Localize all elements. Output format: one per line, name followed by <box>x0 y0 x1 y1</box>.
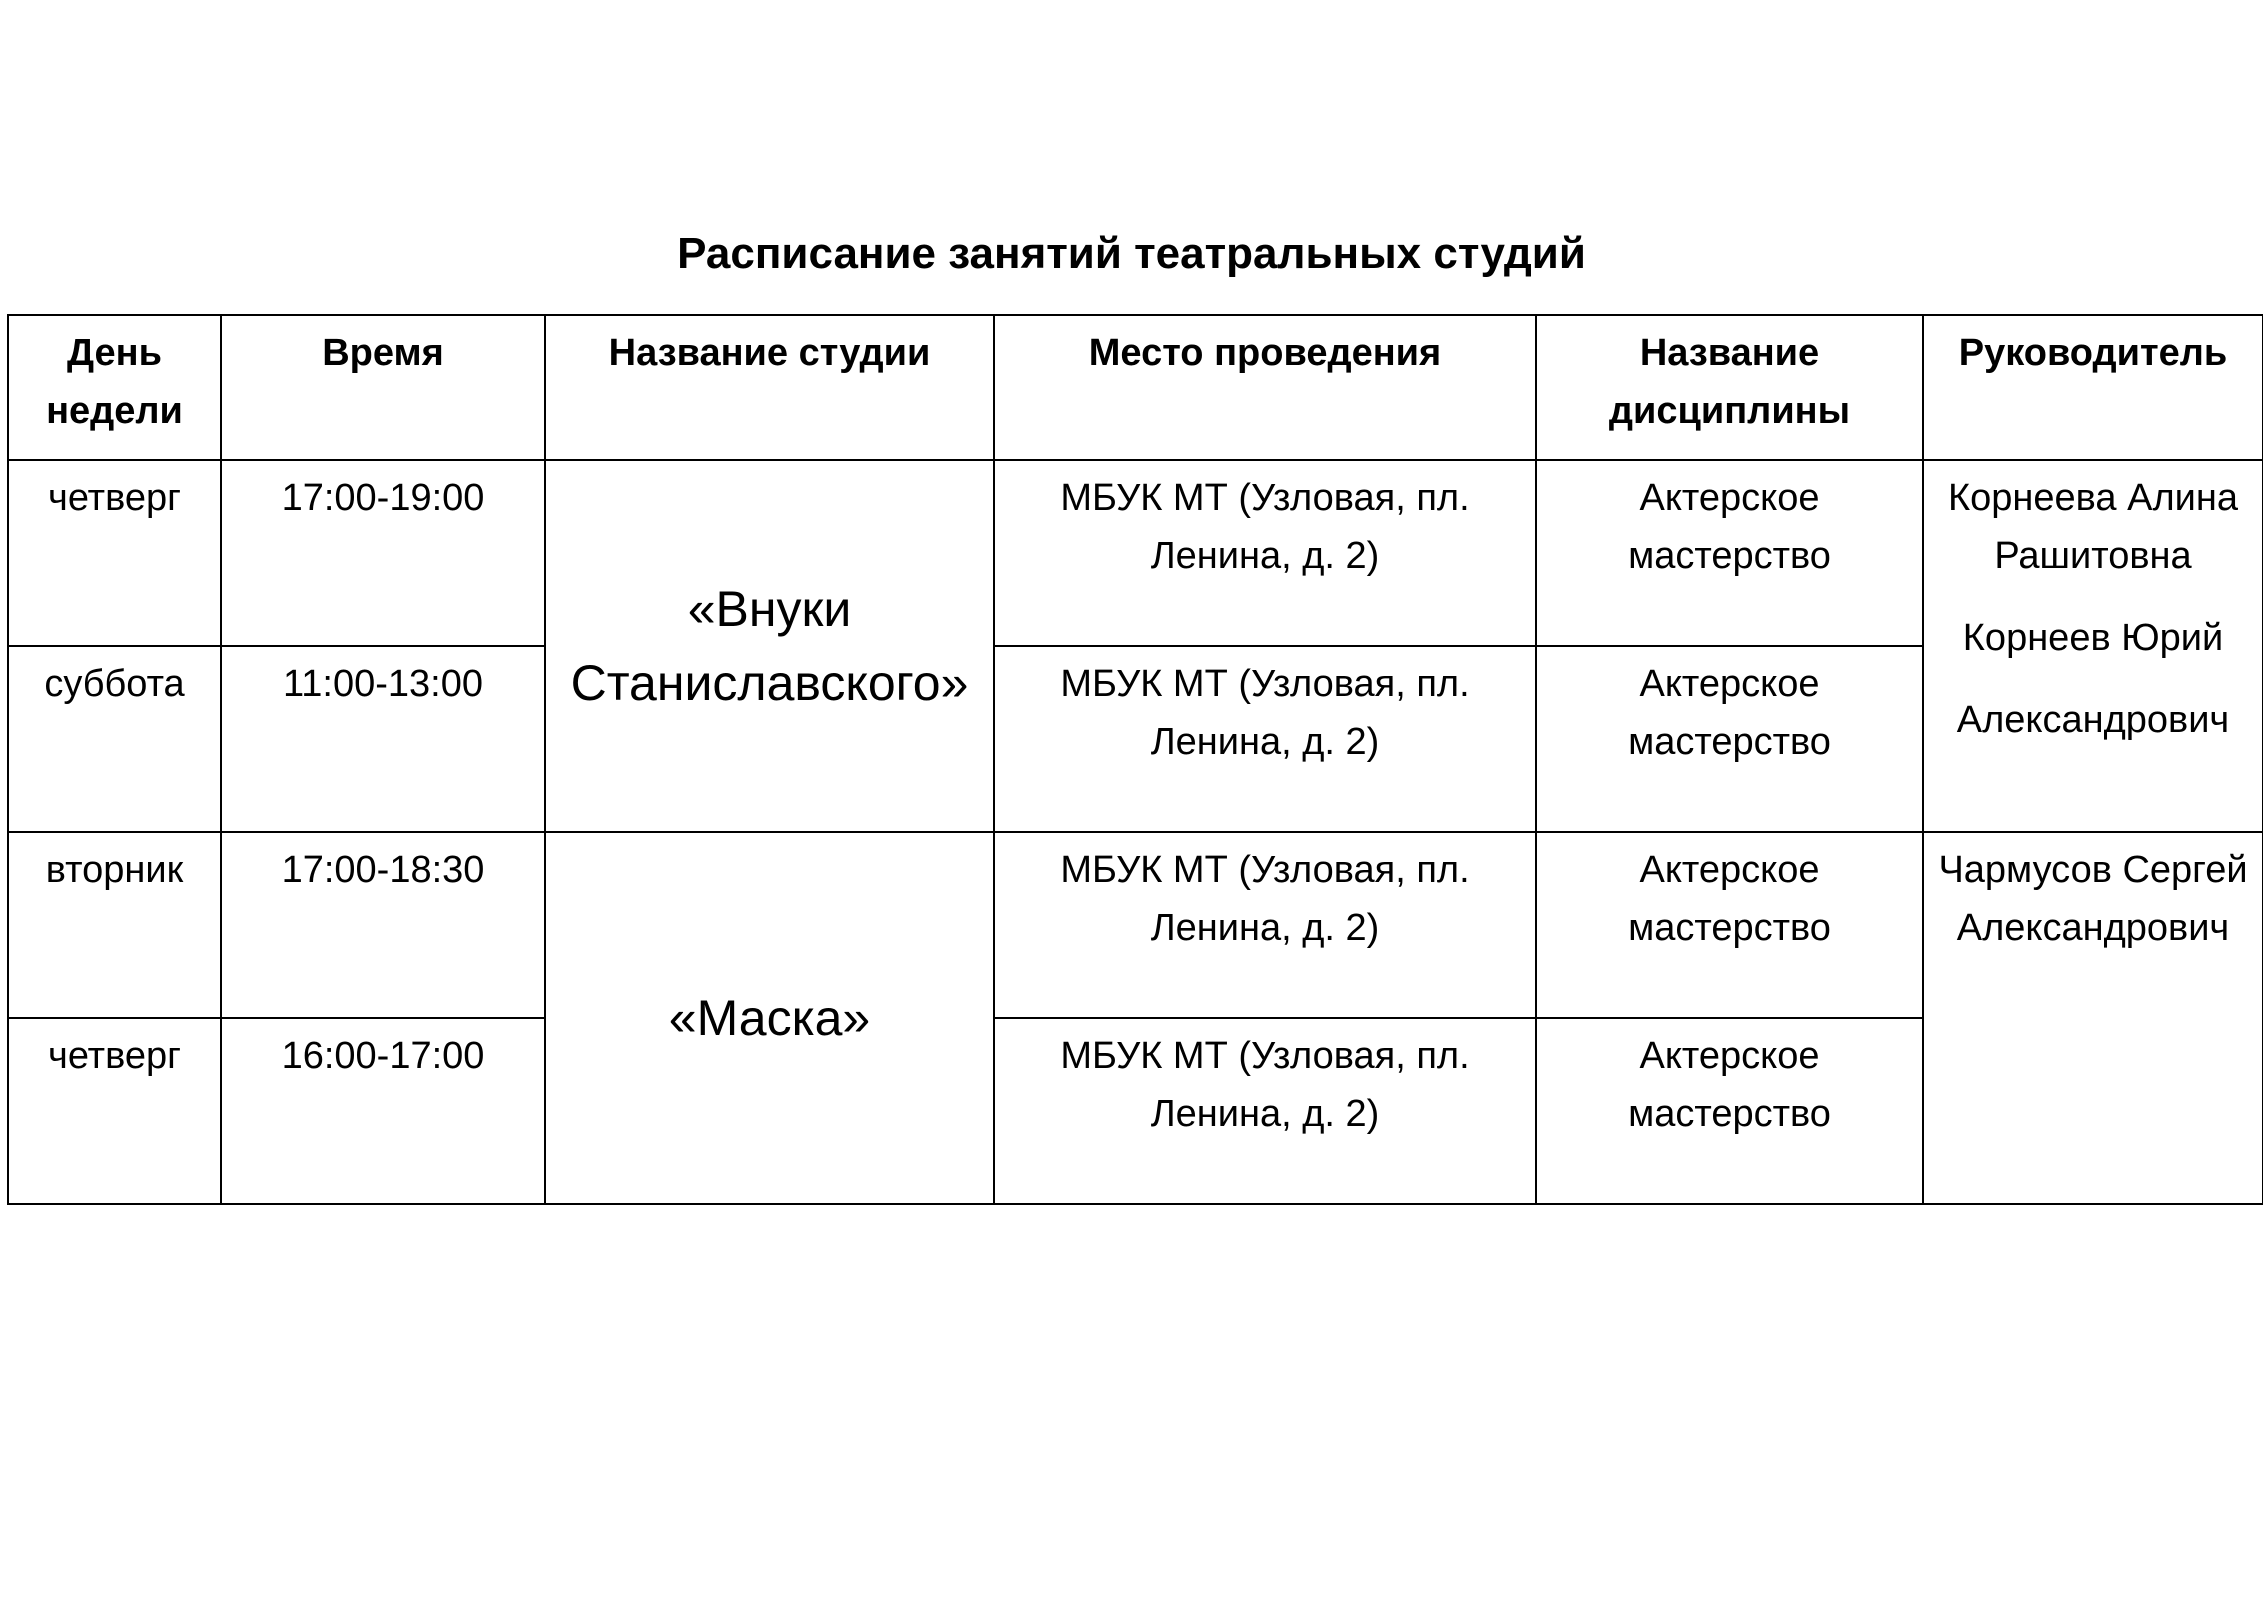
header-discipline: Название дисциплины <box>1536 315 1923 460</box>
time-cell: 17:00-19:00 <box>221 460 545 646</box>
discipline-cell: Актерское мастерство <box>1536 1018 1923 1204</box>
place-cell: МБУК МТ (Узловая, пл. Ленина, д. 2) <box>994 832 1536 1018</box>
discipline-cell: Актерское мастерство <box>1536 832 1923 1018</box>
header-leader: Руководитель <box>1923 315 2263 460</box>
schedule-table <box>7 314 2263 1205</box>
leader-name: Александрович <box>1956 699 2230 741</box>
place-cell: МБУК МТ (Узловая, пл. Ленина, д. 2) <box>994 646 1536 832</box>
leader-name: Корнеева Алина Рашитовна <box>1948 477 2238 577</box>
discipline-cell: Актерское мастерство <box>1536 646 1923 832</box>
studio-name-cell: «Маска» <box>545 832 994 1204</box>
day-cell: четверг <box>8 1018 221 1204</box>
place-cell: МБУК МТ (Узловая, пл. Ленина, д. 2) <box>994 1018 1536 1204</box>
discipline-cell: Актерское мастерство <box>1536 460 1923 646</box>
day-cell: четверг <box>8 460 221 646</box>
header-day: День недели <box>8 315 221 460</box>
studio-name-cell: «Внуки Станиславского» <box>545 460 994 832</box>
table-row <box>8 832 2263 1018</box>
day-cell: вторник <box>8 832 221 1018</box>
time-cell: 16:00-17:00 <box>221 1018 545 1204</box>
leader-cell: Чармусов Сергей Александрович <box>1923 832 2263 1204</box>
page-title: Расписание занятий театральных студий <box>677 229 1586 278</box>
time-cell: 17:00-18:30 <box>221 832 545 1018</box>
leader-cell <box>1923 460 2263 832</box>
table-row <box>8 460 2263 646</box>
day-cell: суббота <box>8 646 221 832</box>
table-header-row <box>8 315 2263 460</box>
time-cell: 11:00-13:00 <box>221 646 545 832</box>
header-place: Место проведения <box>994 315 1536 460</box>
header-studio: Название студии <box>545 315 994 460</box>
header-time: Время <box>221 315 545 460</box>
place-cell: МБУК МТ (Узловая, пл. Ленина, д. 2) <box>994 460 1536 646</box>
leader-name: Корнеев Юрий <box>1962 617 2224 659</box>
